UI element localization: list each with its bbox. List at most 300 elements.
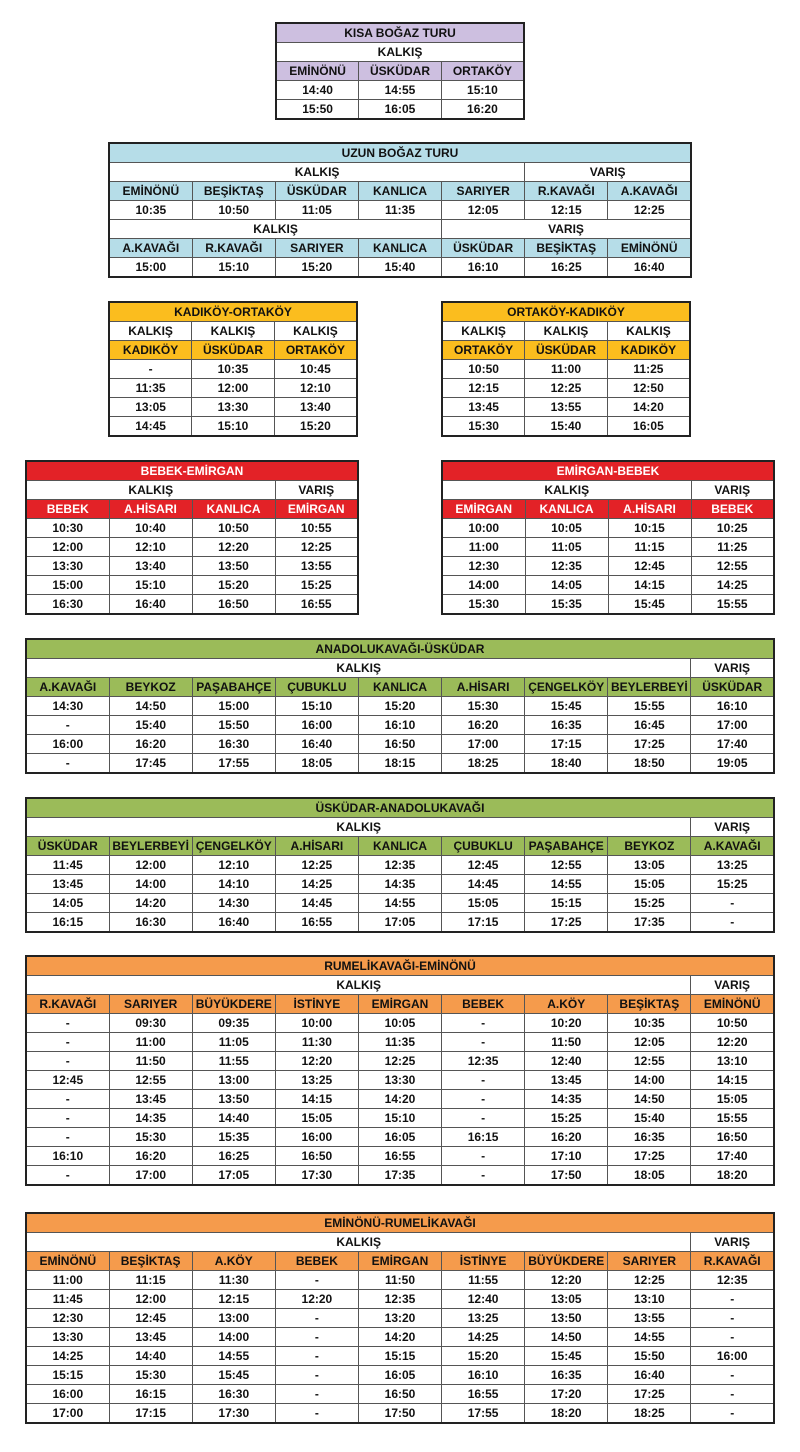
table-row <box>109 360 357 379</box>
time-cell: 18:40 <box>525 754 608 774</box>
time-cell: 15:05 <box>691 1090 774 1109</box>
station-header: İSTİNYE <box>442 1252 525 1271</box>
table-row <box>26 1052 774 1071</box>
time-cell: 11:15 <box>109 1271 192 1290</box>
time-cell: 15:30 <box>442 697 525 716</box>
time-cell: - <box>691 913 774 933</box>
kadikoy-ortakoy-table <box>108 301 358 437</box>
time-cell: 14:25 <box>442 1328 525 1347</box>
time-cell: 13:55 <box>608 1309 691 1328</box>
station-header-row <box>442 341 690 360</box>
table-title: EMİNÖNÜ-RUMELİKAVAĞI <box>26 1213 774 1233</box>
time-cell: 10:35 <box>608 1014 691 1033</box>
time-cell: 16:50 <box>358 1385 441 1404</box>
time-cell: 15:45 <box>192 1366 275 1385</box>
time-cell: 15:50 <box>608 1347 691 1366</box>
time-cell: 10:30 <box>26 519 109 538</box>
time-cell: 15:30 <box>442 595 525 615</box>
time-cell: 16:30 <box>109 913 192 933</box>
station-header: ÜSKÜDAR <box>192 341 275 360</box>
time-cell: 13:45 <box>109 1328 192 1347</box>
time-cell: - <box>691 1309 774 1328</box>
time-cell: 13:10 <box>691 1052 774 1071</box>
kalkis-label: KALKIŞ <box>109 322 192 341</box>
table-row <box>26 754 774 774</box>
time-cell: 15:10 <box>192 258 275 278</box>
time-cell: 15:30 <box>109 1128 192 1147</box>
time-cell: 16:15 <box>109 1385 192 1404</box>
station-header: A.KAVAĞI <box>26 678 109 697</box>
table-row <box>109 258 691 278</box>
table-row <box>26 1290 774 1309</box>
time-cell: - <box>691 1366 774 1385</box>
time-cell: 14:40 <box>276 81 359 100</box>
station-header: BEYLERBEYİ <box>608 678 691 697</box>
table-title: BEBEK-EMİRGAN <box>26 461 358 481</box>
time-cell: 15:45 <box>608 595 691 615</box>
time-cell: 13:25 <box>691 856 774 875</box>
station-header: ÜSKÜDAR <box>525 341 608 360</box>
kalkis-label: KALKIŞ <box>442 322 525 341</box>
time-cell: 10:40 <box>109 519 192 538</box>
varis-label: VARIŞ <box>691 976 774 995</box>
table-row <box>26 1147 774 1166</box>
time-cell: 14:35 <box>358 875 441 894</box>
time-cell: 11:45 <box>26 1290 109 1309</box>
time-cell: 15:10 <box>441 81 524 100</box>
time-cell: 10:55 <box>275 519 358 538</box>
time-cell: 14:30 <box>26 697 109 716</box>
station-header: ORTAKÖY <box>442 341 525 360</box>
time-cell: 16:35 <box>525 1366 608 1385</box>
station-header: ÜSKÜDAR <box>691 678 774 697</box>
time-cell: - <box>442 1071 525 1090</box>
bebek-emirgan-table <box>25 460 359 615</box>
time-cell: 15:30 <box>442 417 525 437</box>
table-row <box>26 1109 774 1128</box>
table-row <box>26 875 774 894</box>
time-cell: 16:05 <box>358 1128 441 1147</box>
time-cell: - <box>275 1404 358 1424</box>
time-cell: 12:45 <box>442 856 525 875</box>
time-cell: 12:50 <box>607 379 690 398</box>
station-header: KANLICA <box>525 500 608 519</box>
time-cell: 13:55 <box>275 557 358 576</box>
time-cell: 17:50 <box>358 1404 441 1424</box>
time-cell: 16:20 <box>109 735 192 754</box>
time-cell: 11:55 <box>192 1052 275 1071</box>
station-header: ÇENGELKÖY <box>525 678 608 697</box>
kalkis-label: KALKIŞ <box>276 43 524 62</box>
time-cell: 12:35 <box>358 856 441 875</box>
time-cell: - <box>275 1347 358 1366</box>
time-cell: 15:55 <box>691 595 774 615</box>
time-cell: 15:15 <box>26 1366 109 1385</box>
time-cell: 13:30 <box>26 557 109 576</box>
station-header: A.HİSARI <box>442 678 525 697</box>
time-cell: 17:30 <box>192 1404 275 1424</box>
station-header: BÜYÜKDERE <box>525 1252 608 1271</box>
time-cell: 10:50 <box>192 519 275 538</box>
table-row <box>26 894 774 913</box>
time-cell: 18:50 <box>608 754 691 774</box>
time-cell: 14:10 <box>192 875 275 894</box>
time-cell: 11:50 <box>358 1271 441 1290</box>
station-header: EMİRGAN <box>358 995 441 1014</box>
time-cell: 10:20 <box>525 1014 608 1033</box>
time-cell: 12:15 <box>525 201 608 220</box>
station-header: ÜSKÜDAR <box>442 239 525 258</box>
time-cell: 17:00 <box>26 1404 109 1424</box>
table-row <box>26 1404 774 1424</box>
time-cell: 12:35 <box>358 1290 441 1309</box>
time-cell: 12:55 <box>608 1052 691 1071</box>
table-row <box>26 1328 774 1347</box>
emirgan-bebek-table <box>441 460 775 615</box>
station-header: BEBEK <box>442 995 525 1014</box>
table-row <box>109 398 357 417</box>
table-row <box>26 716 774 735</box>
time-cell: 13:45 <box>109 1090 192 1109</box>
time-cell: - <box>275 1271 358 1290</box>
time-cell: 12:20 <box>192 538 275 557</box>
time-cell: 17:55 <box>442 1404 525 1424</box>
time-cell: 17:05 <box>192 1166 275 1186</box>
station-header: SARIYER <box>442 182 525 201</box>
time-cell: 16:20 <box>441 100 524 120</box>
time-cell: 18:05 <box>608 1166 691 1186</box>
time-cell: 13:30 <box>192 398 275 417</box>
station-header: A.HİSARI <box>109 500 192 519</box>
time-cell: 17:25 <box>608 1385 691 1404</box>
time-cell: 16:55 <box>442 1385 525 1404</box>
time-cell: 16:00 <box>26 735 109 754</box>
table-row <box>26 1366 774 1385</box>
time-cell: - <box>691 1328 774 1347</box>
time-cell: 17:30 <box>275 1166 358 1186</box>
time-cell: 14:25 <box>691 576 774 595</box>
time-cell: 12:45 <box>608 557 691 576</box>
time-cell: 16:05 <box>358 1366 441 1385</box>
table-row <box>26 856 774 875</box>
time-cell: 10:45 <box>274 360 357 379</box>
time-cell: - <box>26 1109 109 1128</box>
station-header: R.KAVAĞI <box>192 239 275 258</box>
table-row <box>26 519 358 538</box>
time-cell: 15:40 <box>358 258 441 278</box>
time-cell: - <box>275 1366 358 1385</box>
station-header: A.KÖY <box>525 995 608 1014</box>
station-header: A.HİSARI <box>275 837 358 856</box>
time-cell: 16:35 <box>608 1128 691 1147</box>
kalkis-label: KALKIŞ <box>26 818 691 837</box>
time-cell: - <box>442 1090 525 1109</box>
time-cell: 11:00 <box>109 1033 192 1052</box>
kalkis-label: KALKIŞ <box>26 659 691 678</box>
station-header: BÜYÜKDERE <box>192 995 275 1014</box>
time-cell: 14:45 <box>275 894 358 913</box>
station-header: EMİRGAN <box>275 500 358 519</box>
time-cell: 13:45 <box>26 875 109 894</box>
varis-label: VARIŞ <box>691 481 774 500</box>
time-cell: 15:35 <box>192 1128 275 1147</box>
time-cell: 14:55 <box>358 894 441 913</box>
time-cell: 14:55 <box>192 1347 275 1366</box>
time-cell: - <box>26 1128 109 1147</box>
time-cell: 15:40 <box>608 1109 691 1128</box>
time-cell: 13:05 <box>608 856 691 875</box>
station-header-row <box>442 500 774 519</box>
time-cell: 17:00 <box>442 735 525 754</box>
time-cell: 16:50 <box>358 735 441 754</box>
time-cell: 16:50 <box>192 595 275 615</box>
time-cell: 12:15 <box>442 379 525 398</box>
table-row <box>26 1347 774 1366</box>
time-cell: 13:05 <box>525 1290 608 1309</box>
table-row <box>442 417 690 437</box>
station-header: BEŞİKTAŞ <box>192 182 275 201</box>
time-cell: - <box>26 1052 109 1071</box>
kalkis-label: KALKIŞ <box>192 322 275 341</box>
time-cell: 12:45 <box>109 1309 192 1328</box>
time-cell: 14:35 <box>525 1090 608 1109</box>
table-title: RUMELİKAVAĞI-EMİNÖNÜ <box>26 956 774 976</box>
time-cell: 14:55 <box>608 1328 691 1347</box>
time-cell: 15:35 <box>525 595 608 615</box>
time-cell: 12:40 <box>442 1290 525 1309</box>
time-cell: 10:15 <box>608 519 691 538</box>
time-cell: 18:05 <box>275 754 358 774</box>
time-cell: 12:45 <box>26 1071 109 1090</box>
time-cell: 17:55 <box>192 754 275 774</box>
time-cell: 13:50 <box>525 1309 608 1328</box>
time-cell: 13:50 <box>192 557 275 576</box>
time-cell: 12:30 <box>26 1309 109 1328</box>
time-cell: - <box>275 1328 358 1347</box>
station-header: ÜSKÜDAR <box>275 182 358 201</box>
time-cell: 12:35 <box>442 1052 525 1071</box>
kalkis-label-row <box>442 322 690 341</box>
time-cell: 14:20 <box>607 398 690 417</box>
table-title: KISA BOĞAZ TURU <box>276 23 524 43</box>
time-cell: 16:40 <box>192 913 275 933</box>
uzun-bogaz-table <box>108 142 692 278</box>
station-header-row <box>26 837 774 856</box>
time-cell: 17:45 <box>109 754 192 774</box>
time-cell: 10:00 <box>442 519 525 538</box>
time-cell: 10:25 <box>691 519 774 538</box>
time-cell: 15:20 <box>442 1347 525 1366</box>
time-cell: 17:00 <box>691 716 774 735</box>
table-row <box>26 1166 774 1186</box>
time-cell: 12:35 <box>525 557 608 576</box>
time-cell: 16:30 <box>192 735 275 754</box>
time-cell: 16:35 <box>525 716 608 735</box>
time-cell: - <box>26 1166 109 1186</box>
time-cell: 15:00 <box>26 576 109 595</box>
time-cell: 16:10 <box>691 697 774 716</box>
table-row <box>442 519 774 538</box>
time-cell: 13:55 <box>525 398 608 417</box>
time-cell: 16:40 <box>608 258 691 278</box>
station-header: BEYKOZ <box>608 837 691 856</box>
time-cell: 14:50 <box>109 697 192 716</box>
time-cell: 15:10 <box>275 697 358 716</box>
time-cell: 13:05 <box>109 398 192 417</box>
time-cell: 18:25 <box>608 1404 691 1424</box>
time-cell: 16:40 <box>109 595 192 615</box>
time-cell: 12:25 <box>608 201 691 220</box>
table-row <box>442 398 690 417</box>
station-header: BEBEK <box>26 500 109 519</box>
time-cell: 15:00 <box>109 258 192 278</box>
station-header: EMİNÖNÜ <box>691 995 774 1014</box>
kalkis-label: KALKIŞ <box>442 481 691 500</box>
station-header: SARIYER <box>608 1252 691 1271</box>
station-header: BEYKOZ <box>109 678 192 697</box>
table-row <box>276 81 524 100</box>
time-cell: 16:50 <box>691 1128 774 1147</box>
station-header: BEŞİKTAŞ <box>109 1252 192 1271</box>
time-cell: 15:15 <box>525 894 608 913</box>
time-cell: 17:25 <box>608 735 691 754</box>
time-cell: 09:30 <box>109 1014 192 1033</box>
station-header: ÇENGELKÖY <box>192 837 275 856</box>
kisa-bogaz-table <box>275 22 525 120</box>
time-cell: 15:15 <box>358 1347 441 1366</box>
time-cell: 13:25 <box>442 1309 525 1328</box>
time-cell: 12:20 <box>275 1290 358 1309</box>
time-cell: 16:45 <box>608 716 691 735</box>
time-cell: 12:25 <box>358 1052 441 1071</box>
time-cell: 13:45 <box>442 398 525 417</box>
time-cell: 16:15 <box>26 913 109 933</box>
time-cell: 12:40 <box>525 1052 608 1071</box>
time-cell: 15:40 <box>109 716 192 735</box>
time-cell: 15:25 <box>691 875 774 894</box>
time-cell: 16:10 <box>358 716 441 735</box>
time-cell: - <box>26 1014 109 1033</box>
time-cell: 16:10 <box>26 1147 109 1166</box>
time-cell: 16:30 <box>26 595 109 615</box>
station-header: KADIKÖY <box>607 341 690 360</box>
station-header: SARIYER <box>109 995 192 1014</box>
time-cell: 13:30 <box>26 1328 109 1347</box>
time-cell: 13:30 <box>358 1071 441 1090</box>
time-cell: 14:25 <box>26 1347 109 1366</box>
table-row <box>442 557 774 576</box>
time-cell: 14:15 <box>608 576 691 595</box>
time-cell: 15:05 <box>608 875 691 894</box>
time-cell: 16:00 <box>275 1128 358 1147</box>
station-header: EMİNÖNÜ <box>276 62 359 81</box>
table-row <box>109 379 357 398</box>
time-cell: 15:40 <box>525 417 608 437</box>
time-cell: 13:25 <box>275 1071 358 1090</box>
time-cell: 15:55 <box>691 1109 774 1128</box>
time-cell: 13:40 <box>109 557 192 576</box>
time-cell: 13:10 <box>608 1290 691 1309</box>
station-header: EMİRGAN <box>358 1252 441 1271</box>
time-cell: 11:15 <box>608 538 691 557</box>
time-cell: 12:05 <box>442 201 525 220</box>
station-header: KADIKÖY <box>109 341 192 360</box>
time-cell: 16:50 <box>275 1147 358 1166</box>
station-header: ORTAKÖY <box>441 62 524 81</box>
time-cell: 17:10 <box>525 1147 608 1166</box>
table-row <box>26 1385 774 1404</box>
station-header: EMİNÖNÜ <box>109 182 192 201</box>
table-row <box>26 1090 774 1109</box>
time-cell: 10:05 <box>525 519 608 538</box>
time-cell: 12:10 <box>274 379 357 398</box>
kalkis-label: KALKIŞ <box>26 976 691 995</box>
station-header: R.KAVAĞI <box>26 995 109 1014</box>
time-cell: 12:55 <box>691 557 774 576</box>
table-title: ORTAKÖY-KADIKÖY <box>442 302 690 322</box>
time-cell: 12:55 <box>109 1071 192 1090</box>
time-cell: 10:35 <box>192 360 275 379</box>
table-title: ANADOLUKAVAĞI-ÜSKÜDAR <box>26 639 774 659</box>
table-row <box>26 538 358 557</box>
kalkis-label: KALKIŞ <box>109 163 525 182</box>
time-cell: 12:10 <box>192 856 275 875</box>
table-row <box>109 201 691 220</box>
time-cell: 14:05 <box>26 894 109 913</box>
station-header: ÜSKÜDAR <box>359 62 442 81</box>
time-cell: 14:00 <box>109 875 192 894</box>
time-cell: 15:50 <box>276 100 359 120</box>
time-cell: 12:00 <box>109 856 192 875</box>
time-cell: 11:55 <box>442 1271 525 1290</box>
table-row <box>26 557 358 576</box>
time-cell: 16:40 <box>608 1366 691 1385</box>
time-cell: - <box>691 894 774 913</box>
time-cell: 15:55 <box>608 697 691 716</box>
table-title: KADIKÖY-ORTAKÖY <box>109 302 357 322</box>
time-cell: - <box>26 1033 109 1052</box>
time-cell: - <box>691 1404 774 1424</box>
time-cell: 16:05 <box>359 100 442 120</box>
table-row <box>442 576 774 595</box>
time-cell: 16:20 <box>109 1147 192 1166</box>
time-cell: 19:05 <box>691 754 774 774</box>
time-cell: 18:25 <box>442 754 525 774</box>
time-cell: 16:25 <box>525 258 608 278</box>
time-cell: - <box>26 716 109 735</box>
time-cell: 12:25 <box>275 538 358 557</box>
table-title: ÜSKÜDAR-ANADOLUKAVAĞI <box>26 798 774 818</box>
table-row <box>26 735 774 754</box>
time-cell: 12:00 <box>192 379 275 398</box>
table-row <box>442 595 774 615</box>
time-cell: 11:45 <box>26 856 109 875</box>
time-cell: - <box>275 1309 358 1328</box>
time-cell: 12:15 <box>192 1290 275 1309</box>
table-row <box>26 913 774 933</box>
time-cell: - <box>691 1385 774 1404</box>
time-cell: - <box>691 1290 774 1309</box>
time-cell: 16:10 <box>442 1366 525 1385</box>
time-cell: 14:00 <box>608 1071 691 1090</box>
time-cell: 18:20 <box>525 1404 608 1424</box>
time-cell: 14:20 <box>358 1328 441 1347</box>
station-header: KANLICA <box>358 837 441 856</box>
time-cell: 11:35 <box>358 1033 441 1052</box>
time-cell: 16:25 <box>192 1147 275 1166</box>
time-cell: 14:20 <box>109 894 192 913</box>
time-cell: 18:15 <box>358 754 441 774</box>
